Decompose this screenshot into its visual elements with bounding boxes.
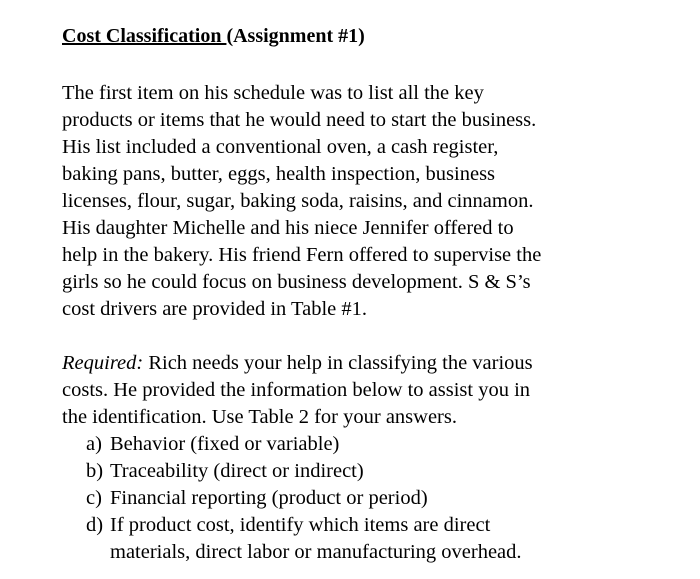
list-item-text: Traceability (direct or indirect) xyxy=(110,460,364,482)
list-marker: b) xyxy=(86,460,104,482)
paragraph-line xyxy=(62,350,622,377)
list-marker: d) xyxy=(86,514,104,536)
paragraph-line: the identification. Use Table 2 for your answers. xyxy=(62,406,457,428)
assignment-document xyxy=(62,22,622,566)
list-item-text: Financial reporting (product or period) xyxy=(110,487,428,509)
paragraph-line: girls so he could focus on business development. S & S’s xyxy=(62,271,531,293)
list-marker: a) xyxy=(86,433,102,455)
required-label: Required: xyxy=(62,352,144,374)
document-title xyxy=(62,22,622,50)
paragraph-line: help in the bakery. His friend Fern offered to supervise the xyxy=(62,244,542,266)
list-item xyxy=(62,512,622,539)
list-item xyxy=(62,539,622,566)
paragraph-line: baking pans, butter, eggs, health inspection, business xyxy=(62,163,496,185)
list-item xyxy=(62,485,622,512)
list-item xyxy=(62,458,622,485)
list-item xyxy=(62,431,622,458)
required-text: Rich needs your help in classifying the various xyxy=(143,352,533,374)
list-item-text: Behavior (fixed or variable) xyxy=(110,433,340,455)
list-item-text: If product cost, identify which items are direct xyxy=(110,514,491,536)
paragraph-required xyxy=(62,350,622,431)
paragraph-line: licenses, flour, sugar, baking soda, raisins, and cinnamon. xyxy=(62,190,534,212)
paragraph-intro xyxy=(62,80,622,323)
paragraph-line: costs. He provided the information below to assist you in xyxy=(62,379,531,401)
paragraph-line: The first item on his schedule was to list all the key xyxy=(62,82,484,104)
title-main: Cost Classification xyxy=(62,25,227,47)
paragraph-line: products or items that he would need to start the business. xyxy=(62,109,537,131)
paragraph-line: His list included a conventional oven, a cash register, xyxy=(62,136,499,158)
title-suffix: (Assignment #1) xyxy=(226,25,365,47)
list-marker: c) xyxy=(86,487,102,509)
list-item-text: materials, direct labor or manufacturing overhead. xyxy=(110,541,522,563)
paragraph-line: cost drivers are provided in Table #1. xyxy=(62,298,368,320)
classification-list xyxy=(62,431,622,566)
paragraph-line: His daughter Michelle and his niece Jennifer offered to xyxy=(62,217,514,239)
